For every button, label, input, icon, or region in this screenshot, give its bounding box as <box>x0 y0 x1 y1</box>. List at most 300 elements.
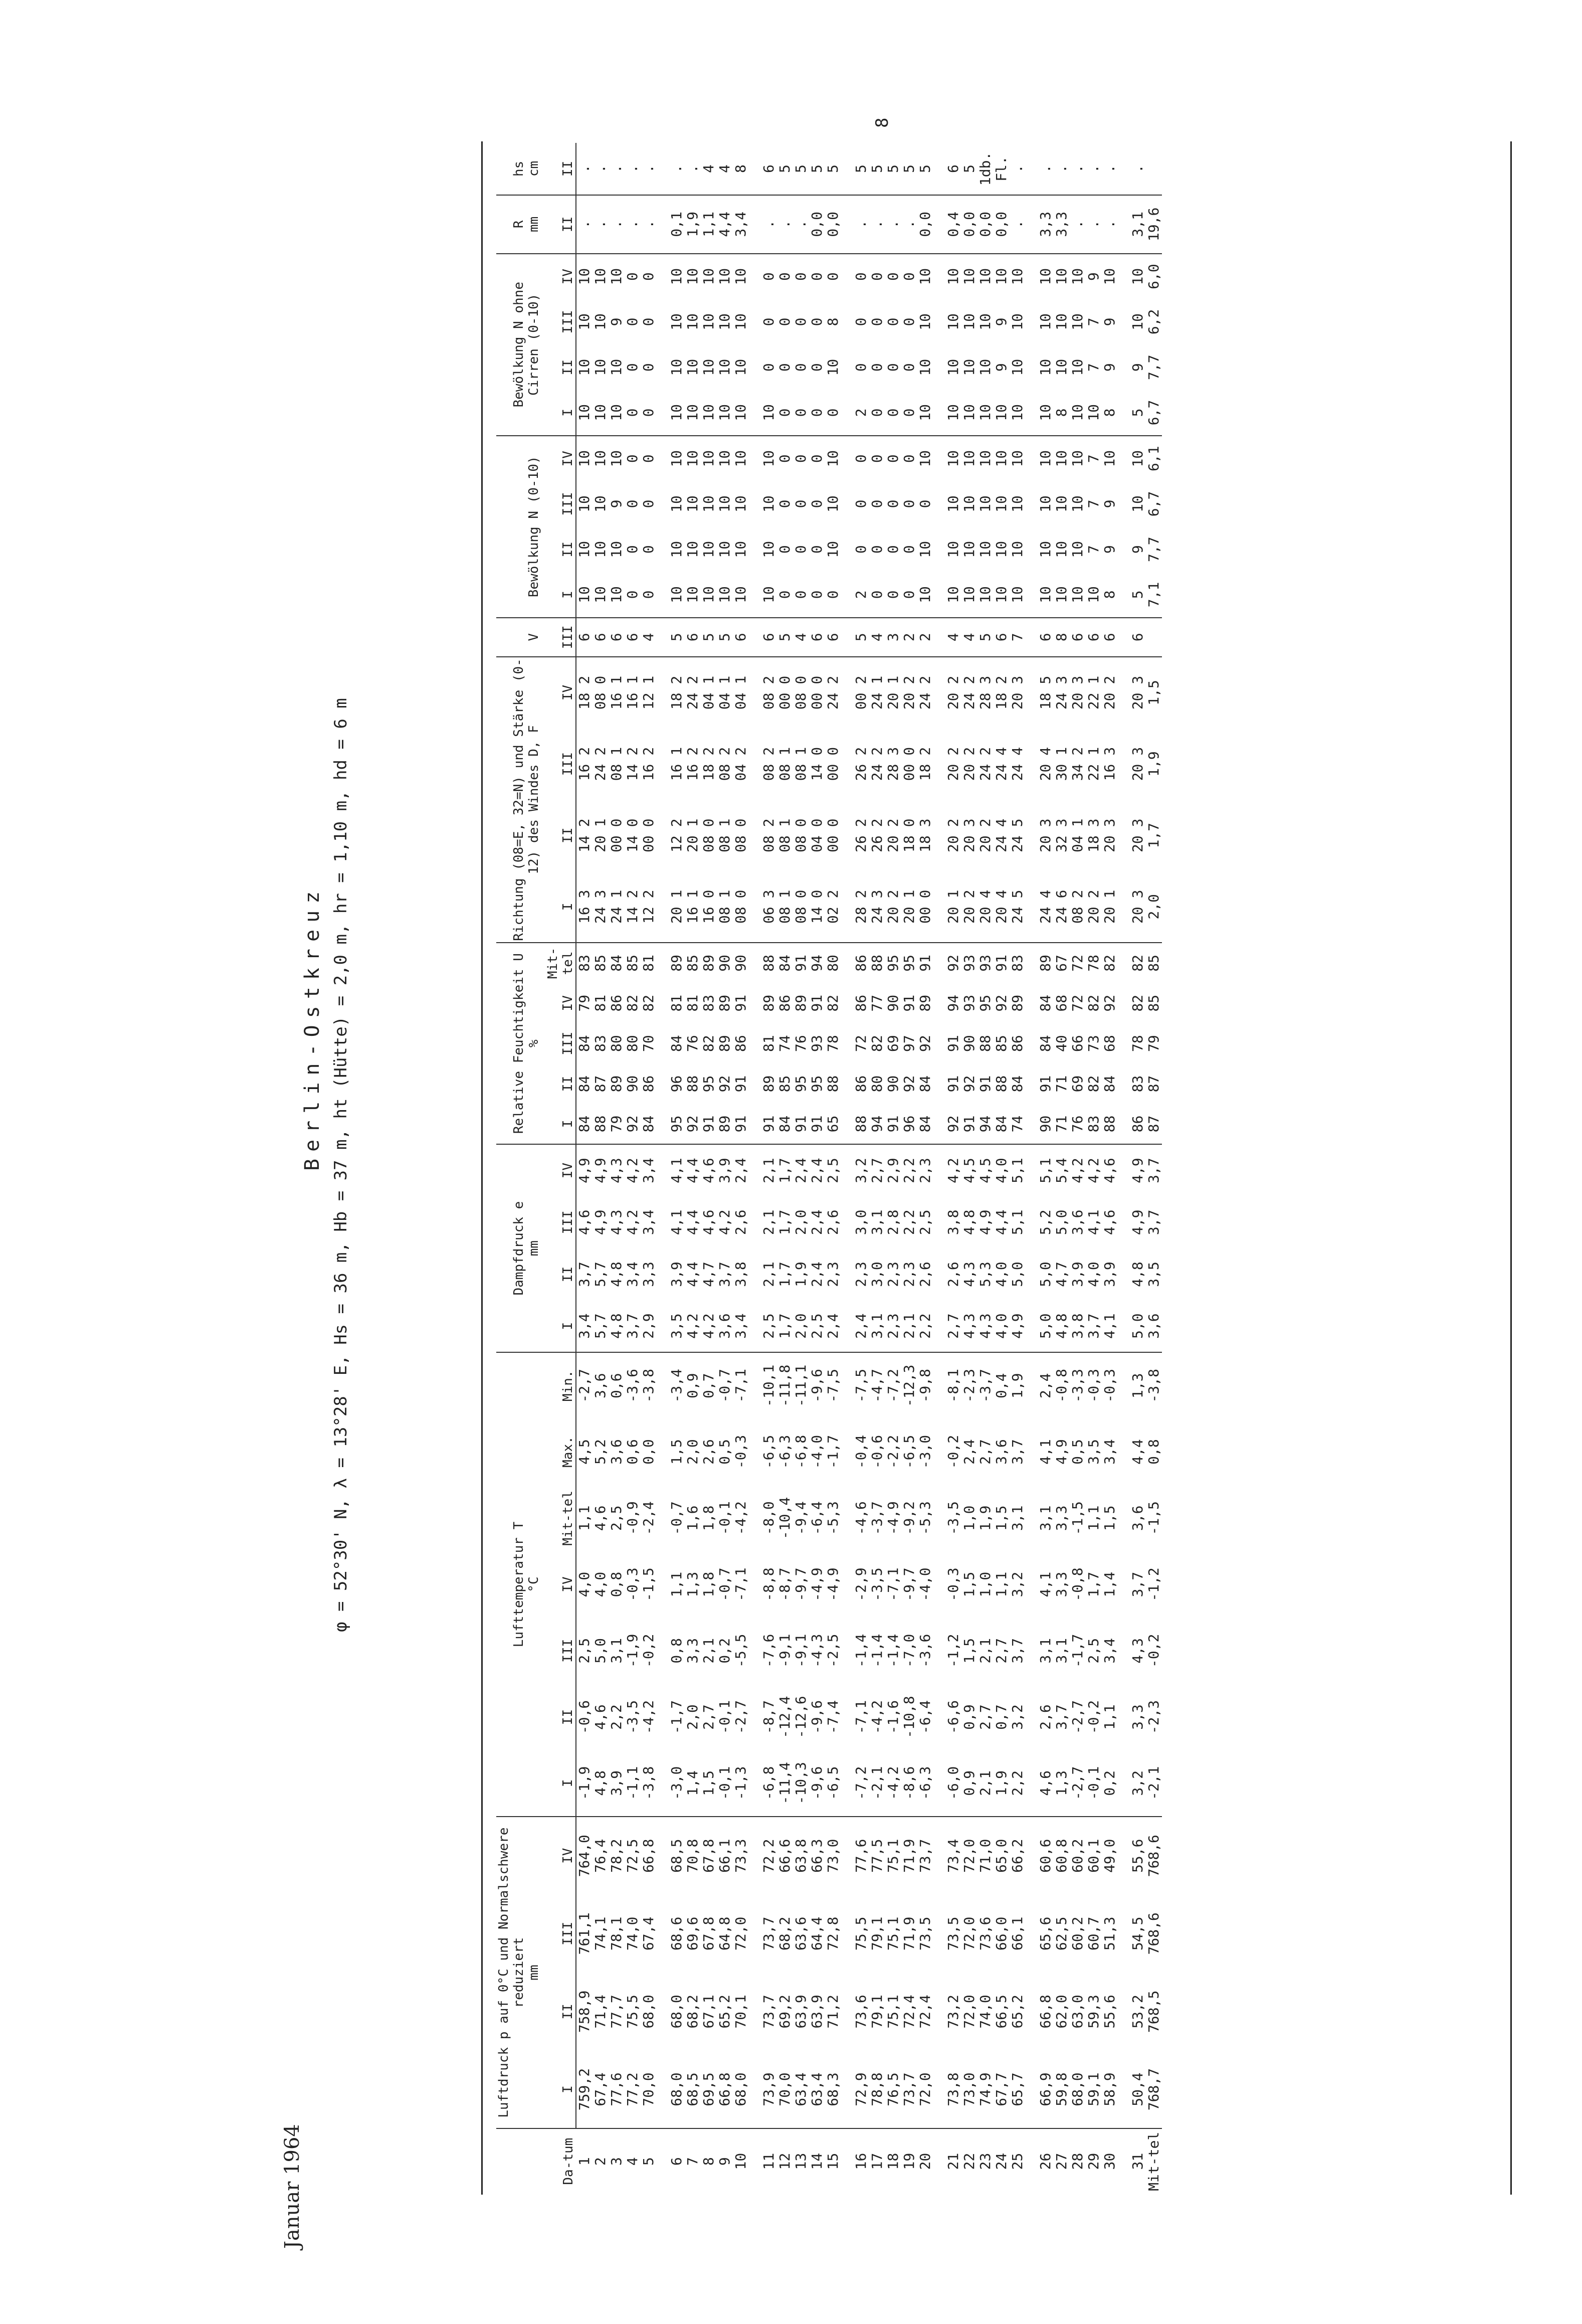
table-cell: 10 <box>701 572 717 618</box>
table-cell: 16 1 <box>624 675 641 710</box>
table-cell: 83 <box>1009 955 1026 972</box>
table-cell: 16 2 <box>640 747 657 781</box>
table-cell: 10 <box>917 541 933 558</box>
table-cell: 10 <box>1129 450 1146 467</box>
table-cell: 08 0 <box>592 675 609 710</box>
table-cell <box>1118 1248 1130 1301</box>
table-cell <box>749 1300 761 1352</box>
table-cell: . <box>1086 143 1102 195</box>
table-cell: 75,5 <box>853 1916 869 1951</box>
table-cell: 64,8 <box>716 1916 733 1951</box>
table-cell: 0 <box>640 272 657 281</box>
table-cell: 4,7 <box>1053 1262 1070 1287</box>
table-cell: 5,2 <box>1037 1209 1054 1235</box>
table-cell: 10 <box>733 390 749 436</box>
table-cell: -4,2 <box>732 1501 749 1535</box>
table-cell <box>933 728 945 800</box>
table-cell: 3,7 <box>1009 1638 1026 1664</box>
table-cell: 0 <box>793 454 809 463</box>
table-cell: . <box>793 195 809 254</box>
table-cell: 10 <box>684 450 701 467</box>
table-cell: 84 <box>641 1104 657 1144</box>
table-cell: 67,8 <box>700 1839 717 1873</box>
table-cell: 1,5 <box>961 1571 977 1597</box>
weather-table <box>496 143 1162 2194</box>
table-cell: 20 1 <box>901 871 917 943</box>
table-cell: 3,5 <box>1145 1262 1162 1287</box>
table-cell: 88 <box>1102 1104 1118 1144</box>
table-cell: 22 1 <box>1085 747 1102 781</box>
table-cell: 10 <box>700 268 717 285</box>
table-cell <box>657 481 669 527</box>
table-cell: 16 3 <box>1101 747 1118 781</box>
table-cell: 5 <box>885 143 901 195</box>
table-cell: 20 2 <box>977 818 994 852</box>
table-cell <box>841 2051 853 2129</box>
table-cell: 3,4 <box>576 1300 592 1352</box>
table-cell: 20 2 <box>885 818 901 852</box>
subheader-df-0: I <box>541 871 576 943</box>
table-cell: 75,1 <box>885 1916 901 1951</box>
table-cell: 04 1 <box>700 675 717 710</box>
table-cell: 82 <box>1129 994 1146 1012</box>
table-cell: 85 <box>776 1075 793 1093</box>
table-cell: -8,6 <box>901 1750 917 1817</box>
table-cell <box>1026 1684 1038 1750</box>
table-row <box>945 143 961 2194</box>
table-cell: 71 <box>1053 1075 1070 1093</box>
table-cell: 8 <box>1102 390 1118 436</box>
table-cell: 0,5 <box>716 1439 733 1465</box>
table-cell: -7,5 <box>853 1369 869 1403</box>
table-cell: 91 <box>1037 1075 1054 1093</box>
table-cell: 92 <box>993 994 1010 1012</box>
table-cell: 10 <box>1037 495 1054 512</box>
table-cell <box>841 1817 853 1895</box>
table-cell: 0 <box>853 363 869 372</box>
table-cell: -10,4 <box>776 1497 793 1539</box>
table-cell: 10 <box>993 541 1010 558</box>
table-cell: . <box>641 195 657 254</box>
table-cell: 0 <box>793 363 809 372</box>
table-cell <box>657 1485 669 1551</box>
table-cell: 62,5 <box>1053 1916 1070 1951</box>
table-cell: 4,2 <box>624 1209 641 1235</box>
table-cell: 73,2 <box>945 1995 961 2029</box>
table-cell: 3,2 <box>1130 1750 1146 1817</box>
table-cell: 5,1 <box>1009 1158 1026 1183</box>
table-cell: 1,1 <box>576 1505 592 1531</box>
table-cell: 84 <box>576 1075 592 1093</box>
table-cell: 4,1 <box>1037 1571 1054 1597</box>
table-cell: 3,4 <box>640 1209 657 1235</box>
table-cell: -0,9 <box>624 1501 641 1535</box>
table-cell: 4,1 <box>1085 1209 1102 1235</box>
table-cell: 0 <box>624 454 641 463</box>
table-cell <box>1118 1196 1130 1248</box>
table-cell <box>657 344 669 390</box>
table-cell: 3,8 <box>732 1262 749 1287</box>
table-cell: -10,8 <box>901 1696 917 1738</box>
table-cell: 67,4 <box>640 1916 657 1951</box>
table-cell: 0 <box>809 545 825 554</box>
table-cell: 0 <box>793 499 809 508</box>
table-cell: 24 4 <box>993 747 1010 781</box>
table-cell: 10 <box>1009 268 1026 285</box>
table-cell: 2,1 <box>700 1638 717 1664</box>
table-cell <box>841 1352 853 1418</box>
subheader-df-3: IV <box>541 657 576 729</box>
table-cell: 60,2 <box>1069 1916 1086 1951</box>
table-cell: 68,5 <box>685 2051 701 2129</box>
cell-datum: 12 <box>777 2128 793 2194</box>
table-cell: 10 <box>700 313 717 330</box>
table-cell: 10 <box>961 313 977 330</box>
table-cell: 10 <box>945 450 961 467</box>
table-cell <box>841 254 853 299</box>
table-cell: 0 <box>793 390 809 436</box>
table-cell: 68,2 <box>776 1916 793 1951</box>
table-cell: 4,0 <box>993 1158 1010 1183</box>
table-cell: 77 <box>869 994 885 1012</box>
table-cell <box>1118 1973 1130 2051</box>
table-cell: 10 <box>733 572 749 618</box>
table-cell: 4,6 <box>592 1505 609 1531</box>
table-cell: 2,7 <box>700 1704 717 1730</box>
table-cell <box>749 1418 761 1485</box>
table-cell <box>933 436 945 481</box>
table-cell: 68,3 <box>825 2051 841 2129</box>
table-cell: 0 <box>853 317 869 326</box>
table-cell: 89 <box>608 1075 625 1093</box>
table-cell: 0,9 <box>961 1704 977 1730</box>
table-cell <box>841 572 853 618</box>
table-cell: 1,3 <box>1129 1373 1146 1399</box>
table-cell: 3,7 <box>1009 1439 1026 1465</box>
table-cell <box>1026 1817 1038 1895</box>
table-cell <box>1118 1618 1130 1684</box>
table-cell: 86 <box>776 994 793 1012</box>
table-cell: 10 <box>716 541 733 558</box>
table-cell: 84 <box>576 1104 592 1144</box>
table-cell: 66,1 <box>1009 1916 1026 1951</box>
table-cell: 20 2 <box>961 747 977 781</box>
table-cell: 3,2 <box>1009 1704 1026 1730</box>
table-cell: 2,4 <box>1037 1373 1054 1399</box>
table-cell: 0,0 <box>809 195 825 254</box>
table-cell: 10 <box>609 390 625 436</box>
table-row <box>592 143 609 2194</box>
table-cell: 9 <box>608 317 625 326</box>
cell-datum: 9 <box>717 2128 733 2194</box>
table-cell: 10 <box>1037 450 1054 467</box>
table-cell: 89 <box>700 955 717 972</box>
table-cell <box>1118 1104 1130 1144</box>
table-cell: -9,6 <box>809 1750 825 1817</box>
table-cell: 2,1 <box>760 1262 777 1287</box>
table-cell: -0,7 <box>716 1567 733 1601</box>
table-cell: 0 <box>869 454 885 463</box>
table-cell: . <box>1010 143 1026 195</box>
table-cell <box>1026 1895 1038 1973</box>
table-cell: -3,6 <box>624 1369 641 1403</box>
table-cell: 81 <box>592 994 609 1012</box>
table-cell: 14 0 <box>809 871 825 943</box>
table-cell: -2,4 <box>640 1501 657 1535</box>
table-cell: 14 0 <box>624 818 641 852</box>
table-cell <box>1118 143 1130 195</box>
table-cell: 86 <box>853 1075 869 1093</box>
table-cell: 5 <box>825 143 841 195</box>
table-cell: 10 <box>684 541 701 558</box>
table-cell: 10 <box>576 572 592 618</box>
table-cell: 10 <box>961 359 977 376</box>
table-cell: 1,3 <box>684 1571 701 1597</box>
table-cell: 10 <box>592 450 609 467</box>
cell-datum: 23 <box>977 2128 994 2194</box>
table-cell: 5 <box>853 618 869 657</box>
table-cell: -1,5 <box>640 1567 657 1601</box>
table-cell <box>657 728 669 800</box>
table-cell: 10 <box>1053 541 1070 558</box>
table-cell: 00 0 <box>917 871 933 943</box>
table-cell: 2,0 <box>684 1439 701 1465</box>
table-cell: 89 <box>917 994 933 1012</box>
table-cell: 87 <box>592 1075 609 1093</box>
table-cell: 10 <box>700 541 717 558</box>
table-cell: 2,1 <box>760 1158 777 1183</box>
table-cell <box>933 657 945 729</box>
table-cell: 66,3 <box>809 1839 825 1873</box>
table-cell: 3,1 <box>608 1638 625 1664</box>
table-cell: 10 <box>1009 359 1026 376</box>
table-cell: 69 <box>1069 1075 1086 1093</box>
table-cell: 63,0 <box>1069 1995 1086 2029</box>
table-cell: 10 <box>684 359 701 376</box>
table-cell: 10 <box>669 390 685 436</box>
subheader-e-3: IV <box>541 1144 576 1196</box>
table-cell: -3,5 <box>945 1501 961 1535</box>
table-cell <box>933 1895 945 1973</box>
table-cell: 0,7 <box>700 1373 717 1399</box>
table-cell: 5,3 <box>977 1262 994 1287</box>
table-cell <box>933 1817 945 1895</box>
table-cell: 8 <box>825 317 841 326</box>
table-cell: -2,2 <box>885 1435 901 1469</box>
table-cell: 10 <box>592 390 609 436</box>
table-cell: 10 <box>608 541 625 558</box>
table-cell: 4,2 <box>685 1300 701 1352</box>
table-cell: 1,5 <box>993 1505 1010 1531</box>
subheader-t-5: Max. <box>541 1418 576 1485</box>
table-cell: 2,0 <box>793 1209 809 1235</box>
table-cell: 0 <box>760 272 777 281</box>
table-cell <box>657 299 669 345</box>
table-cell: 10 <box>945 390 961 436</box>
table-cell: -7,1 <box>732 1567 749 1601</box>
table-cell: 16 1 <box>685 871 701 943</box>
table-cell: 77,7 <box>608 1995 625 2029</box>
table-cell: 6,0 <box>1145 264 1162 289</box>
table-cell: 0 <box>869 545 885 554</box>
table-cell: 7,7 <box>1145 354 1162 380</box>
table-cell: 10 <box>1069 268 1086 285</box>
table-cell: 80 <box>608 1035 625 1052</box>
table-cell: 3 <box>885 618 901 657</box>
table-cell: 24 3 <box>869 871 885 943</box>
table-cell: 72,0 <box>961 1916 977 1951</box>
table-cell: -11,1 <box>793 1364 809 1407</box>
table-cell: 4,9 <box>576 1158 592 1183</box>
table-cell: 4,1 <box>1037 1439 1054 1465</box>
table-cell: 10 <box>977 541 994 558</box>
table-cell: 78 <box>825 1035 841 1052</box>
table-cell: 5 <box>669 618 685 657</box>
table-cell: 1,3 <box>1054 1750 1070 1817</box>
table-cell: 10 <box>945 313 961 330</box>
table-cell: 5,0 <box>1009 1262 1026 1287</box>
table-cell <box>841 1104 853 1144</box>
table-cell: 6 <box>592 618 609 657</box>
table-cell <box>841 983 853 1023</box>
table-cell: 0 <box>901 363 917 372</box>
table-cell: 92 <box>945 1104 961 1144</box>
table-cell <box>1026 943 1038 983</box>
table-row <box>917 143 933 2194</box>
table-cell: 4,3 <box>1129 1638 1146 1664</box>
table-cell: -12,6 <box>793 1696 809 1738</box>
table-cell <box>657 1750 669 1817</box>
table-cell <box>1026 526 1038 572</box>
table-cell: -3,3 <box>1069 1369 1086 1403</box>
cell-datum: 21 <box>945 2128 961 2194</box>
table-cell: -4,2 <box>869 1700 885 1734</box>
group-wind-label: Richtung (08=E, 32=N) und Stärke (0-12) des Windes D, F <box>511 658 541 941</box>
table-cell <box>1118 1895 1130 1973</box>
table-cell: 10 <box>700 495 717 512</box>
table-cell: 20 3 <box>1129 675 1146 710</box>
table-cell: 67,7 <box>994 2051 1010 2129</box>
table-cell: 71,0 <box>977 1839 994 1873</box>
table-cell: 72,0 <box>961 1839 977 1873</box>
table-cell: -3,4 <box>668 1369 685 1403</box>
table-cell: 5 <box>793 143 809 195</box>
table-cell: -6,5 <box>760 1435 777 1469</box>
table-cell <box>749 572 761 618</box>
table-cell: 3,1 <box>869 1300 885 1352</box>
table-cell: 6 <box>609 618 625 657</box>
table-cell: -0,2 <box>1085 1700 1102 1734</box>
table-cell <box>933 1485 945 1551</box>
cell-datum: 30 <box>1102 2128 1118 2194</box>
table-cell: 86 <box>853 955 869 972</box>
group-hs-label: hs <box>511 160 526 177</box>
table-cell: 86 <box>732 1035 749 1052</box>
table-cell <box>1026 195 1038 254</box>
table-cell: 10 <box>1053 359 1070 376</box>
table-cell: 77,6 <box>609 2051 625 2129</box>
table-cell: 3,3 <box>1053 1571 1070 1597</box>
table-cell: 3,7 <box>1129 1571 1146 1597</box>
table-cell: 73,7 <box>901 2051 917 2129</box>
table-cell: -1,4 <box>853 1634 869 1668</box>
table-cell: 73 <box>1085 1035 1102 1052</box>
table-cell: -6,5 <box>901 1435 917 1469</box>
table-cell: 91 <box>945 1075 961 1093</box>
table-cell: 4,6 <box>1101 1209 1118 1235</box>
table-cell: 24 2 <box>961 675 977 710</box>
table-cell: 5 <box>1130 572 1146 618</box>
table-cell: 06 3 <box>761 871 777 943</box>
table-cell <box>749 1551 761 1618</box>
table-cell <box>657 254 669 299</box>
table-cell: -2,7 <box>1070 1750 1086 1817</box>
table-cell: 71,2 <box>825 1995 841 2029</box>
table-cell: 89 <box>793 994 809 1012</box>
table-cell: 3,3 <box>1129 1704 1146 1730</box>
table-cell <box>749 526 761 572</box>
table-cell: 40 <box>1053 1035 1070 1052</box>
table-cell: -9,7 <box>901 1567 917 1601</box>
table-cell: 24 1 <box>609 871 625 943</box>
table-cell <box>749 800 761 871</box>
table-cell: 0 <box>901 272 917 281</box>
table-cell: 92 <box>901 1075 917 1093</box>
table-cell: 6 <box>733 618 749 657</box>
table-cell: . <box>592 143 609 195</box>
table-cell: 0 <box>901 317 917 326</box>
table-cell: -8,8 <box>760 1567 777 1601</box>
table-cell: 90 <box>885 1075 901 1093</box>
table-cell: -4,3 <box>809 1634 825 1668</box>
table-cell <box>933 143 945 195</box>
table-cell: 768,6 <box>1145 1835 1162 1877</box>
table-cell: 0 <box>809 499 825 508</box>
table-cell: 6 <box>1038 618 1054 657</box>
table-cell <box>933 390 945 436</box>
table-cell: 7 <box>1085 545 1102 554</box>
table-cell: -0,7 <box>668 1501 685 1535</box>
table-cell <box>749 390 761 436</box>
table-cell: 65 <box>825 1104 841 1144</box>
cell-datum <box>749 2128 761 2194</box>
table-cell: 10 <box>761 390 777 436</box>
table-cell: . <box>1054 143 1070 195</box>
table-cell: 0 <box>625 390 641 436</box>
table-cell: 0 <box>625 572 641 618</box>
table-cell: 72 <box>1069 955 1086 972</box>
table-cell: 76,5 <box>885 2051 901 2129</box>
table-cell <box>841 143 853 195</box>
table-cell: -2,5 <box>825 1634 841 1668</box>
table-cell: 3,1 <box>869 1209 885 1235</box>
table-cell: 2,5 <box>809 1300 825 1352</box>
table-cell: 20 1 <box>945 871 961 943</box>
table-cell: 2,3 <box>885 1262 901 1287</box>
table-cell: 2,3 <box>885 1300 901 1352</box>
table-cell <box>1026 436 1038 481</box>
table-cell: 74 <box>776 1035 793 1052</box>
table-cell <box>933 1684 945 1750</box>
table-cell: 8 <box>1054 618 1070 657</box>
table-cell: 16 0 <box>701 871 717 943</box>
table-cell: 12 2 <box>641 871 657 943</box>
table-cell: 92 <box>716 1075 733 1093</box>
table-cell: 04 2 <box>732 747 749 781</box>
table-cell: 10 <box>1129 495 1146 512</box>
table-cell: 72,8 <box>825 1916 841 1951</box>
table-cell: 4 <box>641 618 657 657</box>
